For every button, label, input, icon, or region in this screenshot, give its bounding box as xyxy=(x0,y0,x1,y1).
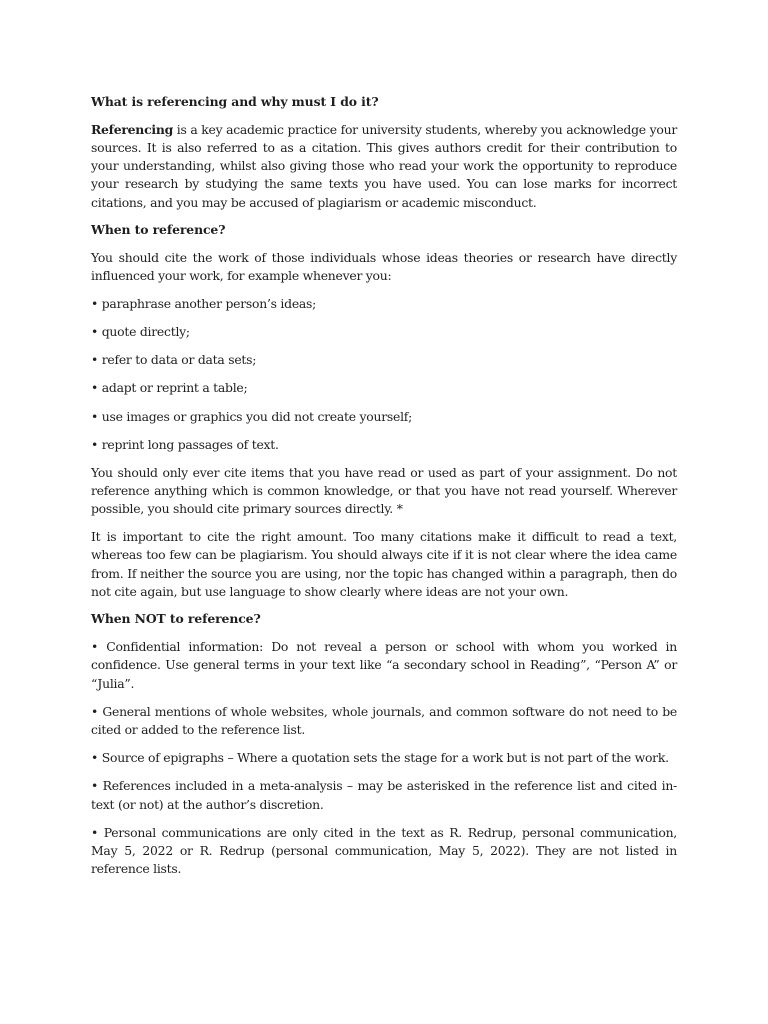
intro-paragraph xyxy=(91,121,677,212)
section-heading-what-is-referencing: What is referencing and why must I do it? xyxy=(91,94,379,109)
list-item: • reprint long passages of text. xyxy=(91,436,279,452)
list-item: • General mentions of whole websites, whole journals, and common software do not need to be cited or added to the reference list. xyxy=(91,703,677,737)
section-heading-when-to-reference: When to reference? xyxy=(91,222,226,238)
cite-only-read-paragraph: You should only ever cite items that you have read or used as part of your assignment. Do not reference anything which is common knowledge, or that you have not read yourself. Wherever possible, you should cite primary sources directly. * xyxy=(91,465,677,517)
list-item: • adapt or reprint a table; xyxy=(91,380,248,396)
cite-right-amount-paragraph: It is important to cite the right amount. Too many citations make it difficult to read a text, whereas too few can be plagiarism. You should always cite if it is not clear where the idea came from. If neither the source you are using, nor the topic has changed within a paragraph, then do not cite again, but use language to show clearly where ideas are not your own. xyxy=(91,529,677,599)
list-item: • paraphrase another person’s ideas; xyxy=(91,295,317,311)
list-item: • quote directly; xyxy=(91,324,190,340)
intro-bold-term: Referencing xyxy=(91,121,173,137)
section-heading-when-not-to-reference: When NOT to reference? xyxy=(91,611,261,627)
list-item: • Source of epigraphs – Where a quotation sets the stage for a work but is not part of the work. xyxy=(91,750,669,766)
intro-text: is a key academic practice for university students, whereby you acknowledge your sources. It is also referred to as a citation. This gives authors credit for their contribution to your understanding, whilst also giving those who read your work the opportunity to reproduce your research by studying the same texts you have used. You can lose marks for incorrect citations, and you may be accused of plagiarism or academic misconduct. xyxy=(91,121,677,210)
list-item: • refer to data or data sets; xyxy=(91,352,257,368)
list-item: • use images or graphics you did not create yourself; xyxy=(91,408,413,424)
document-page xyxy=(91,93,677,888)
list-item: • Confidential information: Do not reveal a person or school with whom you worked in confidence. Use general terms in your text like “a secondary school in Reading”, “Person A” or “Julia”. xyxy=(91,639,677,691)
when-to-reference-lead: You should cite the work of those individuals whose ideas theories or research have directly influenced your work, for example whenever you: xyxy=(91,249,677,284)
list-item: • References included in a meta-analysis – may be asterisked in the reference list and cited in-text (or not) at the author’s discretion. xyxy=(91,778,677,812)
list-item: • Personal communications are only cited in the text as R. Redrup, personal communication, May 5, 2022 or R. Redrup (personal communication, May 5, 2022). They are not listed in reference lists. xyxy=(91,824,677,877)
